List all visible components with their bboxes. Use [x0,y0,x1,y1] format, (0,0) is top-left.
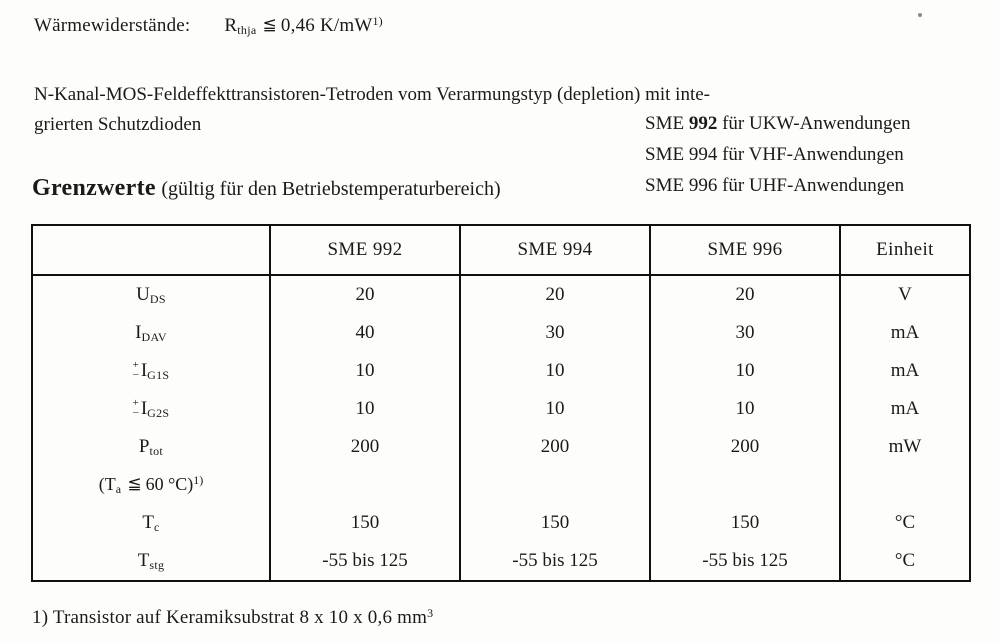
cell-unit: mW [840,428,970,466]
symbol-base: P [138,435,150,457]
table-row [32,542,970,581]
cell-992: 150 [270,504,460,542]
thermal-value: 0,46 [280,15,315,36]
cell-996: 20 [650,275,840,314]
symbol-base: I [140,397,148,419]
variant-row-994 [645,139,910,170]
symbol-subscript: tot [149,443,164,458]
description-line-1: N-Kanal-MOS-Feldeffekttransistoren-Tetroden vom Verarmungstyp (depletion) mit inte- [34,84,710,105]
cell-992: -55 bis 125 [270,542,460,581]
cell-empty-994 [460,466,650,504]
cell-992: 10 [270,390,460,428]
limits-note: (gültig für den Betriebstemperaturbereich) [161,178,501,200]
plus-minus-icon: + – [132,397,139,419]
cell-unit: mA [840,352,970,390]
variant-prefix: SME [645,144,685,165]
variant-application: für UKW-Anwendungen [722,113,911,134]
row-symbol-tc [32,504,270,542]
cell-unit: V [840,275,970,314]
cell-994: -55 bis 125 [460,542,650,581]
table-row [32,275,970,314]
variant-type: 992 [688,113,718,134]
cell-992: 20 [270,275,460,314]
symbol-base: I [135,321,142,343]
thermal-resistance-line [34,14,383,38]
ptot-condition [32,466,270,504]
variant-row-996 [645,170,910,201]
cell-992: 10 [270,352,460,390]
cell-996: 200 [650,428,840,466]
cell-996: 10 [650,352,840,390]
symbol-subscript: DAV [141,329,167,344]
condition-unit: °C) [168,474,194,494]
cell-994: 20 [460,275,650,314]
thermal-footnote-mark: 1) [372,14,383,28]
variant-prefix: SME [645,175,685,196]
symbol-subscript: G2S [147,405,170,420]
cell-994: 200 [460,428,650,466]
cell-unit: °C [840,542,970,581]
variant-application: für UHF-Anwendungen [722,175,905,196]
cell-996: -55 bis 125 [650,542,840,581]
variant-row-992 [645,108,910,139]
table-row [32,504,970,542]
row-symbol-uds [32,275,270,314]
row-symbol-idav [32,314,270,352]
cell-994: 10 [460,352,650,390]
table-header-row [32,225,970,275]
cell-empty-unit [840,466,970,504]
row-symbol-ptot [32,428,270,466]
symbol-subscript: DS [149,291,166,306]
symbol-base: U [136,283,150,305]
condition-relation: ≦ [127,474,142,493]
variant-type: 996 [688,175,718,196]
scan-speck [918,13,922,17]
cell-unit: °C [840,504,970,542]
symbol-subscript: G1S [147,367,170,382]
row-symbol-ig2s [32,390,270,428]
limits-table [31,224,971,582]
limits-title: Grenzwerte [32,175,156,201]
symbol-subscript: stg [149,557,165,572]
variant-application: für VHF-Anwendungen [722,144,904,165]
limits-table-wrapper [31,224,969,582]
footnote-marker: 1) [32,607,49,628]
cell-996: 10 [650,390,840,428]
condition-open: (T [98,474,116,494]
symbol-base: T [142,511,154,533]
table-row [32,390,970,428]
thermal-relation: ≦ [262,15,277,34]
footnote-text: Transistor auf Keramiksubstrat 8 x 10 x 0,6 mm [52,607,428,628]
symbol-subscript: c [153,519,160,534]
cell-996: 30 [650,314,840,352]
variant-prefix: SME [645,113,685,134]
header-sme-994: SME 994 [460,225,650,275]
variant-list [645,108,910,201]
cell-994: 10 [460,390,650,428]
cell-unit: mA [840,390,970,428]
cell-994: 30 [460,314,650,352]
cell-empty-996 [650,466,840,504]
thermal-resistance-label: Wärmewiderstände: [34,15,191,36]
condition-footnote-mark: 1) [193,473,204,487]
header-sme-992: SME 992 [270,225,460,275]
header-unit: Einheit [840,225,970,275]
table-row-condition [32,466,970,504]
table-row [32,352,970,390]
thermal-unit: K/mW [319,15,373,36]
cell-992: 200 [270,428,460,466]
table-row [32,314,970,352]
thermal-symbol: R [224,15,238,36]
table-row [32,428,970,466]
thermal-symbol-subscript: thja [237,23,257,37]
cell-992: 40 [270,314,460,352]
condition-subscript: a [115,482,122,496]
header-symbol [32,225,270,275]
condition-value: 60 [145,474,164,494]
cell-996: 150 [650,504,840,542]
variant-type: 994 [688,144,718,165]
footnote [32,606,433,629]
row-symbol-tstg [32,542,270,581]
header-sme-996: SME 996 [650,225,840,275]
footnote-exponent: 3 [427,606,434,620]
row-symbol-ig1s [32,352,270,390]
symbol-base: T [137,549,150,571]
cell-unit: mA [840,314,970,352]
limits-section-heading [32,175,501,202]
cell-empty-992 [270,466,460,504]
symbol-base: I [140,359,148,381]
cell-994: 150 [460,504,650,542]
plus-minus-icon: + – [132,359,139,381]
description-line-2: grierten Schutzdioden [34,114,202,135]
